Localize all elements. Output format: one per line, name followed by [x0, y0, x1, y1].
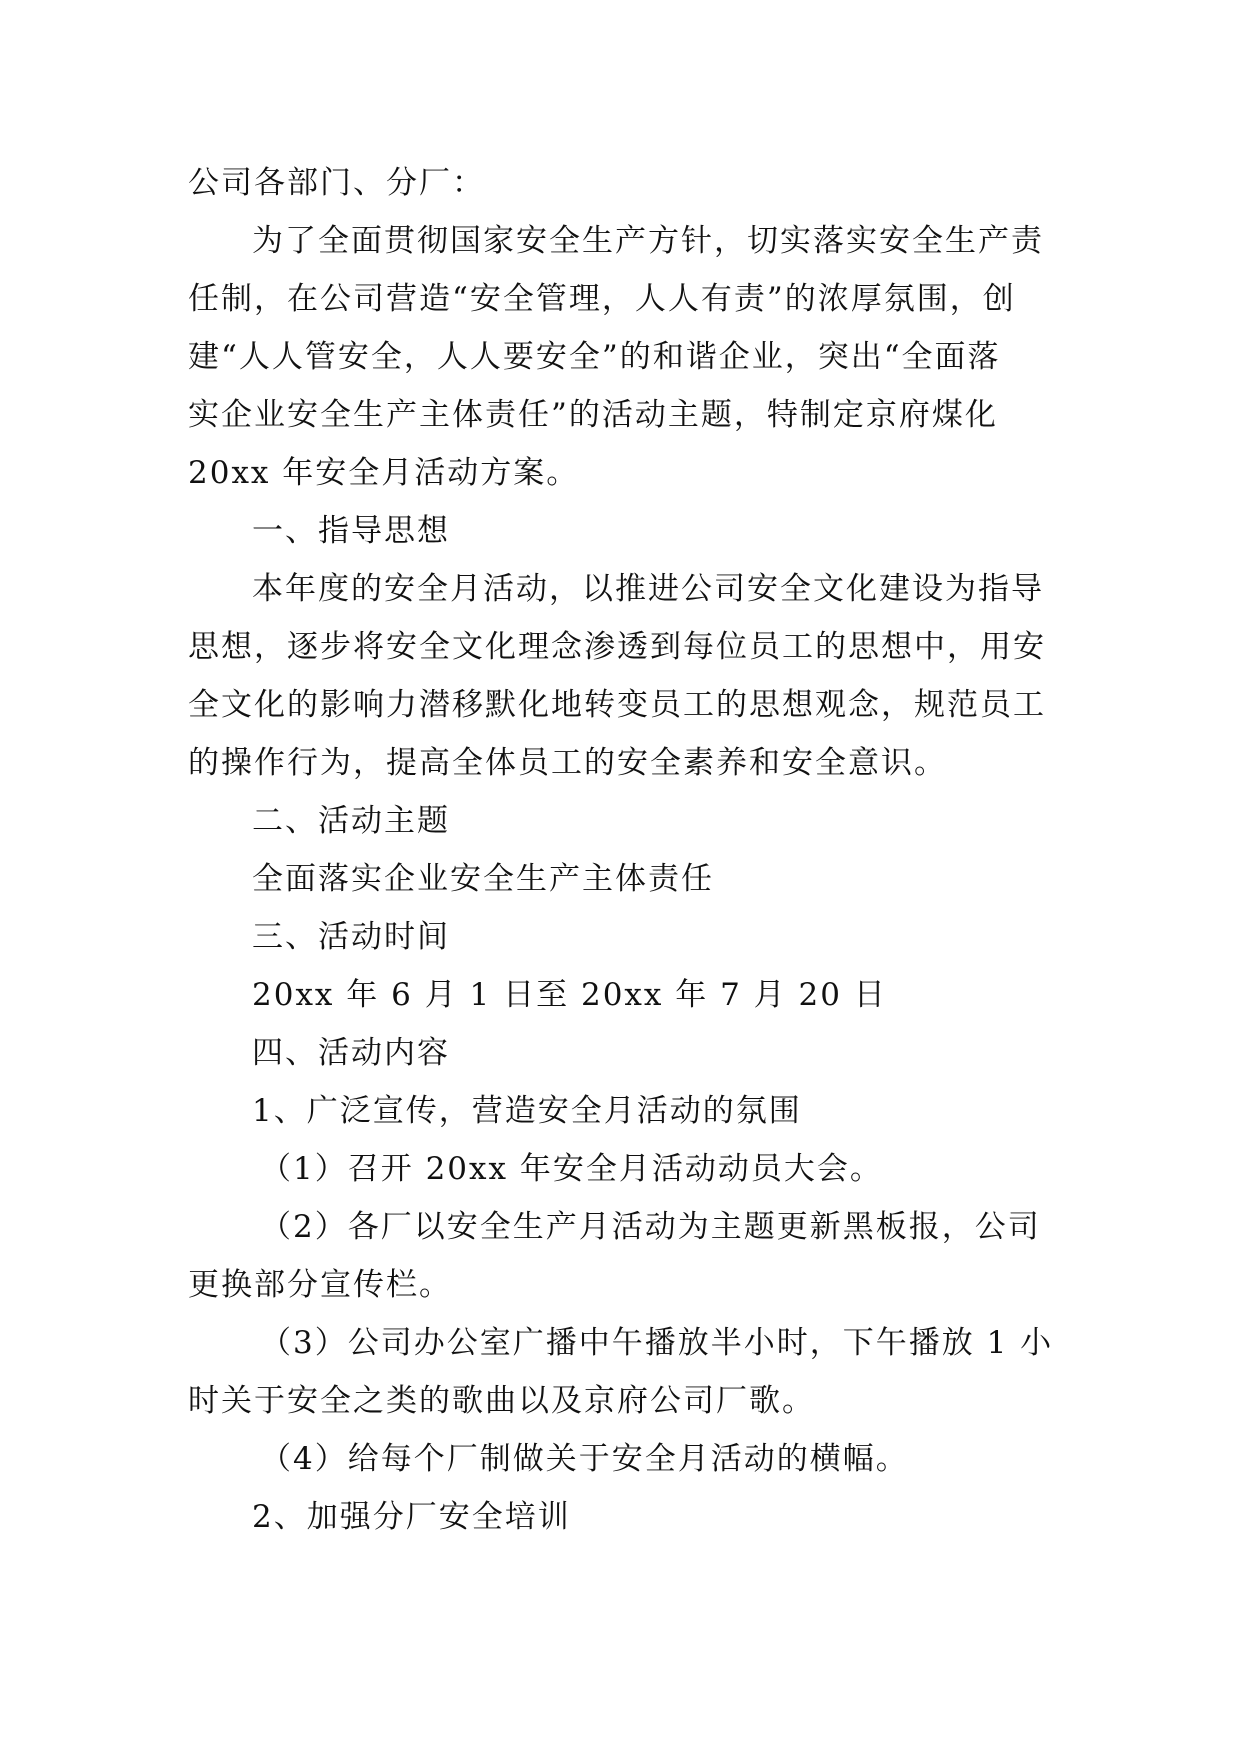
content-subitem-4: （4）给每个厂制做关于安全月活动的横幅。: [260, 1441, 909, 1477]
content-subitem-1: （1）召开 20xx 年安全月活动动员大会。: [260, 1151, 883, 1187]
section-heading-time: 三、活动时间: [252, 919, 450, 955]
content-item-1-heading: 1、广泛宣传，营造安全月活动的氛围: [252, 1093, 802, 1129]
intro-paragraph-line: 20xx 年安全月活动方案。: [188, 455, 580, 491]
content-subitem-3-line: （3）公司办公室广播中午播放半小时，下午播放 1 小: [260, 1325, 1054, 1361]
content-item-2-heading: 2、加强分厂安全培训: [252, 1499, 571, 1535]
guiding-paragraph-line: 全文化的影响力潜移默化地转变员工的思想观念，规范员工: [188, 687, 1046, 723]
intro-paragraph-line: 为了全面贯彻国家安全生产方针，切实落实安全生产责: [252, 223, 1044, 259]
guiding-paragraph-line: 的操作行为，提高全体员工的安全素养和安全意识。: [188, 745, 947, 781]
intro-paragraph-line: 实企业安全生产主体责任”的活动主题，特制定京府煤化: [188, 397, 998, 433]
content-subitem-2-line: 更换部分宣传栏。: [188, 1267, 452, 1303]
section-heading-guiding-thought: 一、指导思想: [252, 513, 450, 549]
section-heading-theme: 二、活动主题: [252, 803, 450, 839]
salutation: 公司各部门、分厂：: [188, 165, 485, 201]
theme-text: 全面落实企业安全生产主体责任: [252, 861, 714, 897]
content-subitem-2-line: （2）各厂以安全生产月活动为主题更新黑板报，公司: [260, 1209, 1041, 1245]
section-heading-content: 四、活动内容: [252, 1035, 450, 1071]
time-text: 20xx 年 6 月 1 日至 20xx 年 7 月 20 日: [252, 977, 887, 1013]
intro-paragraph-line: 任制，在公司营造“安全管理，人人有责”的浓厚氛围，创: [188, 281, 1016, 317]
guiding-paragraph-line: 思想，逐步将安全文化理念渗透到每位员工的思想中，用安: [188, 629, 1046, 665]
content-subitem-3-line: 时关于安全之类的歌曲以及京府公司厂歌。: [188, 1383, 815, 1419]
guiding-paragraph-line: 本年度的安全月活动，以推进公司安全文化建设为指导: [252, 571, 1044, 607]
document-body: [188, 154, 1054, 1546]
intro-paragraph-line: 建“人人管安全，人人要安全”的和谐企业，突出“全面落: [188, 339, 1001, 375]
